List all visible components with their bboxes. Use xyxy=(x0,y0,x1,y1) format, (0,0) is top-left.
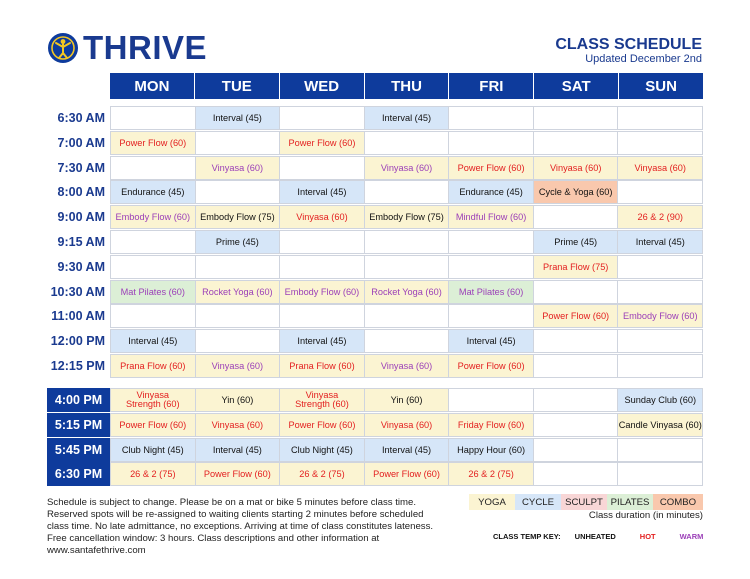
empty-cell xyxy=(448,304,534,328)
empty-cell xyxy=(279,304,365,328)
schedule-row xyxy=(110,131,703,155)
legend-cycle: CYCLE xyxy=(515,494,561,510)
empty-cell xyxy=(533,131,619,155)
schedule-row xyxy=(110,438,703,462)
time-label: 8:00 AM xyxy=(57,185,105,200)
class-cell: Candle Vinyasa (60) xyxy=(617,413,703,437)
empty-cell xyxy=(195,329,281,353)
class-cell: Prime (45) xyxy=(195,230,281,254)
temp-key-unheated: UNHEATED xyxy=(574,532,616,541)
empty-cell xyxy=(279,106,365,130)
day-header-sun: SUN xyxy=(618,73,703,99)
class-cell: Happy Hour (60) xyxy=(448,438,534,462)
empty-cell xyxy=(448,131,534,155)
empty-cell xyxy=(364,304,450,328)
class-cell: Embody Flow (60) xyxy=(279,280,365,304)
legend-sculpt: SCULPT xyxy=(561,494,607,510)
time-label: 5:15 PM xyxy=(47,413,110,437)
legend-combo: COMBO xyxy=(653,494,703,510)
empty-cell xyxy=(617,329,703,353)
empty-cell xyxy=(195,255,281,279)
class-cell: Vinyasa (60) xyxy=(364,354,450,378)
empty-cell xyxy=(617,280,703,304)
empty-cell xyxy=(533,329,619,353)
class-cell: Embody Flow (60) xyxy=(617,304,703,328)
day-header-row xyxy=(110,73,703,99)
empty-cell xyxy=(195,180,281,204)
time-label: 9:30 AM xyxy=(57,259,105,274)
schedule-row xyxy=(110,230,703,254)
thrive-logo-icon xyxy=(47,32,79,64)
class-cell: Power Flow (60) xyxy=(110,413,196,437)
class-cell: Prana Flow (60) xyxy=(279,354,365,378)
schedule-row xyxy=(110,329,703,353)
page-title: CLASS SCHEDULE xyxy=(555,36,702,53)
brand-name: THRIVE xyxy=(83,29,208,66)
legend-yoga: YOGA xyxy=(469,494,515,510)
schedule-row xyxy=(110,205,703,229)
class-cell: Power Flow (60) xyxy=(110,131,196,155)
class-cell: Vinyasa Strength (60) xyxy=(279,388,365,412)
class-cell: 26 & 2 (75) xyxy=(448,462,534,486)
class-cell: Endurance (45) xyxy=(110,180,196,204)
empty-cell xyxy=(364,255,450,279)
class-cell: Power Flow (60) xyxy=(448,156,534,180)
class-cell: 26 & 2 (90) xyxy=(617,205,703,229)
class-cell: Interval (45) xyxy=(617,230,703,254)
empty-cell xyxy=(617,354,703,378)
empty-cell xyxy=(448,388,534,412)
class-cell: Vinyasa (60) xyxy=(364,413,450,437)
time-label: 6:30 AM xyxy=(57,111,105,125)
class-cell: Embody Flow (75) xyxy=(195,205,281,229)
class-cell: Interval (45) xyxy=(364,438,450,462)
time-label: 6:30 PM xyxy=(47,462,110,486)
class-cell: Embody Flow (75) xyxy=(364,205,450,229)
day-header-wed: WED xyxy=(279,73,364,99)
class-cell: Interval (45) xyxy=(279,180,365,204)
class-cell: Vinyasa (60) xyxy=(195,354,281,378)
brand-logo xyxy=(47,29,208,66)
empty-cell xyxy=(448,255,534,279)
class-cell: Rocket Yoga (60) xyxy=(364,280,450,304)
time-label: 11:00 AM xyxy=(51,309,105,324)
empty-cell xyxy=(617,106,703,130)
schedule-row xyxy=(110,462,703,486)
schedule-row xyxy=(110,304,703,328)
class-cell: Interval (45) xyxy=(279,329,365,353)
class-cell: Vinyasa Strength (60) xyxy=(110,388,196,412)
class-cell: 26 & 2 (75) xyxy=(110,462,196,486)
empty-cell xyxy=(617,462,703,486)
empty-cell xyxy=(617,438,703,462)
empty-cell xyxy=(279,156,365,180)
temp-key-label: CLASS TEMP KEY: xyxy=(493,532,561,541)
day-header-fri: FRI xyxy=(448,73,533,99)
empty-cell xyxy=(533,280,619,304)
class-cell: Vinyasa (60) xyxy=(279,205,365,229)
empty-cell xyxy=(533,388,619,412)
time-label: 7:30 AM xyxy=(57,160,105,175)
schedule-row xyxy=(110,106,703,130)
empty-cell xyxy=(617,255,703,279)
time-label: 12:15 PM xyxy=(50,359,105,373)
class-cell: Endurance (45) xyxy=(448,180,534,204)
empty-cell xyxy=(279,230,365,254)
empty-cell xyxy=(533,106,619,130)
schedule-row xyxy=(110,413,703,437)
empty-cell xyxy=(448,106,534,130)
class-cell: Vinyasa (60) xyxy=(364,156,450,180)
empty-cell xyxy=(195,304,281,328)
empty-cell xyxy=(110,106,196,130)
schedule-row xyxy=(110,388,703,412)
empty-cell xyxy=(110,230,196,254)
empty-cell xyxy=(533,354,619,378)
temperature-key xyxy=(493,532,717,541)
empty-cell xyxy=(533,462,619,486)
policy-note: Schedule is subject to change. Please be on a mat or bike 5 minutes before class time. Reserved spots will be re-assigned to waiting clients starting 2 minutes before scheduled class time. No late admittance, no exceptions. Arriving at time of class constitutes lateness. Free cancellation window: 3 hours. Class descriptions and other information at www.santafethrive.com xyxy=(47,497,434,556)
empty-cell xyxy=(195,131,281,155)
empty-cell xyxy=(364,230,450,254)
updated-date: Updated December 2nd xyxy=(585,53,702,65)
class-cell: Prana Flow (60) xyxy=(110,354,196,378)
empty-cell xyxy=(279,255,365,279)
day-header-mon: MON xyxy=(110,73,194,99)
class-cell: Mindful Flow (60) xyxy=(448,205,534,229)
time-label: 10:30 AM xyxy=(50,284,105,299)
schedule-grid xyxy=(110,73,703,99)
class-cell: Cycle & Yoga (60) xyxy=(533,180,619,204)
legend-caption: Class duration (in minutes) xyxy=(588,510,703,521)
class-cell: Interval (45) xyxy=(110,329,196,353)
empty-cell xyxy=(364,180,450,204)
class-cell: Power Flow (60) xyxy=(279,413,365,437)
empty-cell xyxy=(533,205,619,229)
day-header-sat: SAT xyxy=(533,73,618,99)
schedule-row xyxy=(110,354,703,378)
schedule-row xyxy=(110,280,703,304)
empty-cell xyxy=(110,255,196,279)
empty-cell xyxy=(617,131,703,155)
class-cell: Yin (60) xyxy=(364,388,450,412)
class-cell: Power Flow (60) xyxy=(448,354,534,378)
class-cell: Vinyasa (60) xyxy=(533,156,619,180)
class-cell: Club Night (45) xyxy=(279,438,365,462)
class-cell: Embody Flow (60) xyxy=(110,205,196,229)
time-label: 5:45 PM xyxy=(47,438,110,462)
class-cell: Power Flow (60) xyxy=(533,304,619,328)
time-label: 9:00 AM xyxy=(57,210,105,225)
temp-key-warm: WARM xyxy=(679,532,704,541)
class-type-legend xyxy=(469,494,703,510)
day-header-thu: THU xyxy=(364,73,449,99)
class-cell: Power Flow (60) xyxy=(279,131,365,155)
empty-cell xyxy=(110,156,196,180)
class-cell: Club Night (45) xyxy=(110,438,196,462)
class-cell: Interval (45) xyxy=(195,438,281,462)
class-cell: Power Flow (60) xyxy=(364,462,450,486)
empty-cell xyxy=(364,329,450,353)
class-cell: Friday Flow (60) xyxy=(448,413,534,437)
class-cell: Mat Pilates (60) xyxy=(448,280,534,304)
class-cell: Sunday Club (60) xyxy=(617,388,703,412)
class-cell: Interval (45) xyxy=(448,329,534,353)
time-label: 4:00 PM xyxy=(47,388,110,412)
class-cell: Power Flow (60) xyxy=(195,462,281,486)
empty-cell xyxy=(533,413,619,437)
class-cell: Prana Flow (75) xyxy=(533,255,619,279)
class-cell: Interval (45) xyxy=(195,106,281,130)
empty-cell xyxy=(364,131,450,155)
empty-cell xyxy=(448,230,534,254)
time-label: 12:00 PM xyxy=(50,334,105,349)
class-cell: Rocket Yoga (60) xyxy=(195,280,281,304)
time-label: 7:00 AM xyxy=(57,135,105,150)
class-cell: Vinyasa (60) xyxy=(195,413,281,437)
class-cell: Mat Pilates (60) xyxy=(110,280,196,304)
class-cell: Vinyasa (60) xyxy=(617,156,703,180)
class-cell: Vinyasa (60) xyxy=(195,156,281,180)
title-block xyxy=(555,36,702,66)
empty-cell xyxy=(617,180,703,204)
schedule-row xyxy=(110,180,703,204)
class-cell: Interval (45) xyxy=(364,106,450,130)
temp-key-hot: HOT xyxy=(639,532,656,541)
class-cell: Yin (60) xyxy=(195,388,281,412)
schedule-row xyxy=(110,255,703,279)
legend-pilates: PILATES xyxy=(607,494,653,510)
empty-cell xyxy=(110,304,196,328)
schedule-row xyxy=(110,156,703,180)
class-cell: Prime (45) xyxy=(533,230,619,254)
time-label: 9:15 AM xyxy=(57,235,105,249)
class-cell: 26 & 2 (75) xyxy=(279,462,365,486)
empty-cell xyxy=(533,438,619,462)
day-header-tue: TUE xyxy=(194,73,279,99)
